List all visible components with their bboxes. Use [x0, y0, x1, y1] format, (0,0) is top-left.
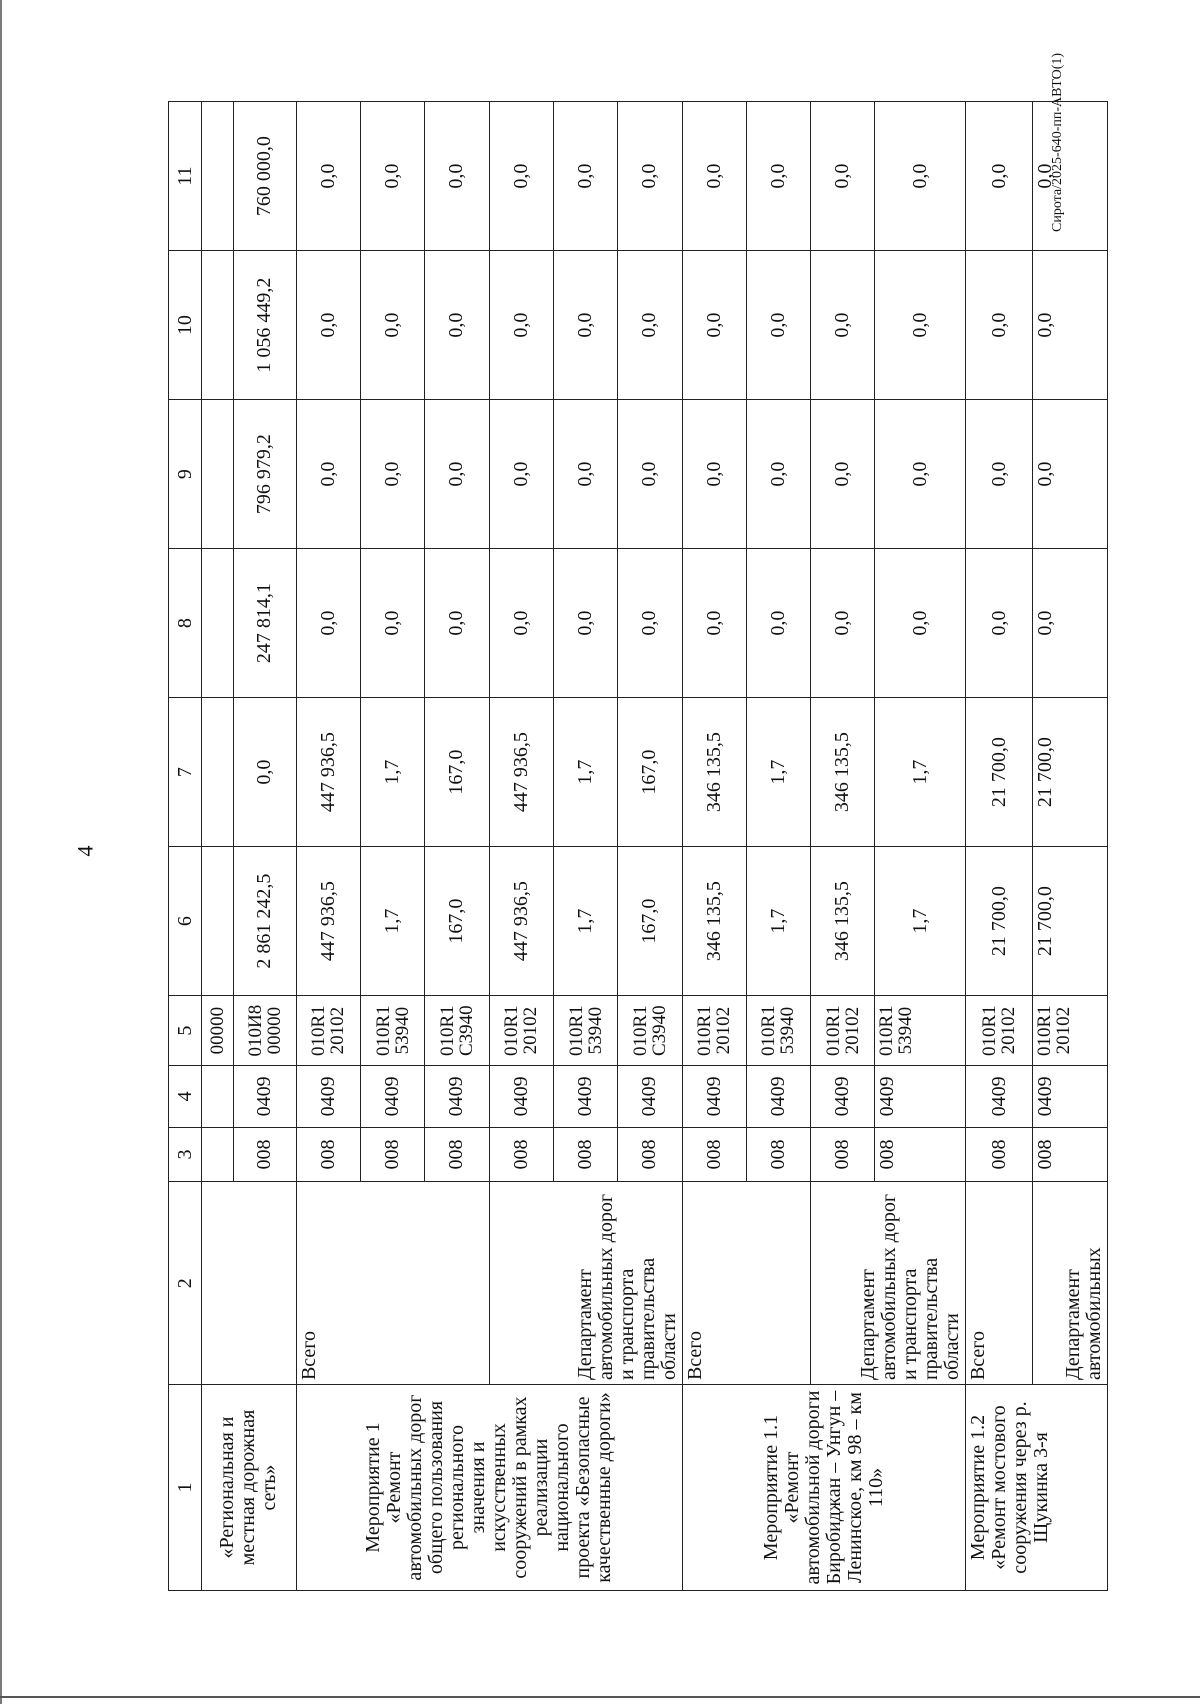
amount-cell: 346 135,5	[811, 698, 875, 847]
amount-cell: 0,0	[489, 549, 553, 698]
measure-name-cell: Мероприятие 1.2 «Ремонт мостового сооружения через р. Щукинка 3-я	[965, 1385, 1107, 1591]
cell	[202, 400, 234, 549]
amount-cell: 1,7	[553, 698, 617, 847]
column-number: 4	[169, 1066, 202, 1127]
amount-cell: 447 936,5	[489, 698, 553, 847]
scan-bottom-edge	[0, 1696, 1200, 1698]
recipient-cell: Всего	[965, 1182, 1033, 1385]
amount-cell: 167,0	[425, 698, 489, 847]
amount-cell: 0,0	[361, 549, 425, 698]
amount-cell: 0,0	[553, 400, 617, 549]
column-number: 11	[169, 102, 202, 251]
amount-cell: 247 814,1	[233, 549, 296, 698]
column-number: 6	[169, 847, 202, 996]
amount-cell: 0,0	[425, 400, 489, 549]
cell: 0409	[875, 1066, 965, 1127]
code-cell: 010R1 20102	[682, 996, 746, 1066]
amount-cell: 2 861 242,5	[233, 847, 296, 996]
recipient-cell: Всего	[682, 1182, 811, 1385]
cell	[202, 1066, 234, 1127]
amount-cell: 167,0	[618, 698, 682, 847]
code-cell: 010R1 20102	[1033, 996, 1108, 1066]
cell: 008	[361, 1127, 425, 1182]
recipient-cell: Департамент автомобильных	[1033, 1182, 1108, 1385]
cell: 008	[489, 1127, 553, 1182]
amount-cell: 0,0	[553, 549, 617, 698]
cell: 008	[746, 1127, 810, 1182]
amount-cell: 1,7	[553, 847, 617, 996]
amount-cell: 167,0	[425, 847, 489, 996]
page-number: 4	[72, 845, 98, 857]
cell: 008	[682, 1127, 746, 1182]
amount-cell: 1,7	[361, 698, 425, 847]
rotated-table-wrapper	[168, 101, 1108, 1591]
amount-cell: 0,0	[296, 400, 360, 549]
column-number: 10	[169, 251, 202, 400]
amount-cell: 0,0	[965, 549, 1033, 698]
amount-cell: 1,7	[361, 847, 425, 996]
cell: 0409	[811, 1066, 875, 1127]
cell: 0409	[1033, 1066, 1108, 1127]
cell: 008	[875, 1127, 965, 1182]
amount-cell: 1 056 449,2	[233, 251, 296, 400]
amount-cell: 0,0	[682, 549, 746, 698]
code-cell: 010R1 53940	[875, 996, 965, 1066]
table-row	[682, 102, 746, 1591]
amount-cell: 346 135,5	[682, 847, 746, 996]
cell	[202, 1182, 297, 1385]
cell: 008	[965, 1127, 1033, 1182]
cell: 0409	[618, 1066, 682, 1127]
amount-cell: 0,0	[489, 102, 553, 251]
amount-cell: 0,0	[746, 400, 810, 549]
amount-cell: 0,0	[811, 400, 875, 549]
amount-cell: 0,0	[811, 549, 875, 698]
amount-cell: 0,0	[425, 549, 489, 698]
amount-cell: 1,7	[746, 847, 810, 996]
cell: 008	[618, 1127, 682, 1182]
amount-cell: 0,0	[811, 102, 875, 251]
amount-cell: 0,0	[618, 251, 682, 400]
amount-cell: 0,0	[1033, 549, 1108, 698]
scan-left-edge	[0, 0, 2, 1704]
cell: 008	[553, 1127, 617, 1182]
table-row	[965, 102, 1033, 1591]
amount-cell: 0,0	[489, 251, 553, 400]
code-cell: 010R1 20102	[965, 996, 1033, 1066]
amount-cell: 21 700,0	[1033, 847, 1108, 996]
amount-cell: 346 135,5	[811, 847, 875, 996]
amount-cell: 0,0	[682, 102, 746, 251]
amount-cell: 0,0	[618, 549, 682, 698]
recipient-cell: Департамент автомобильных дорог и транспорта правительства области	[489, 1182, 682, 1385]
amount-cell: 0,0	[746, 251, 810, 400]
cell: 0409	[965, 1066, 1033, 1127]
table-row	[1033, 102, 1108, 1591]
amount-cell: 0,0	[361, 251, 425, 400]
code-cell: 010R1 53940	[361, 996, 425, 1066]
cell	[202, 251, 234, 400]
amount-cell: 0,0	[811, 251, 875, 400]
cell	[202, 1127, 234, 1182]
cell: 0409	[425, 1066, 489, 1127]
cell: 0409	[233, 1066, 296, 1127]
code-cell: 00000	[202, 996, 234, 1066]
amount-cell: 0,0	[296, 102, 360, 251]
column-number: 9	[169, 400, 202, 549]
table-row	[811, 102, 875, 1591]
amount-cell: 0,0	[553, 251, 617, 400]
cell: 008	[296, 1127, 360, 1182]
cell: 008	[1033, 1127, 1108, 1182]
document-footer-code: Сирота/2025-640-пп-АВТО(1)	[1050, 52, 1065, 232]
cell: 0409	[489, 1066, 553, 1127]
table-row	[202, 102, 234, 1591]
cell: 008	[233, 1127, 296, 1182]
amount-cell: 167,0	[618, 847, 682, 996]
amount-cell: 760 000,0	[233, 102, 296, 251]
amount-cell: 0,0	[618, 400, 682, 549]
amount-cell: 0,0	[875, 102, 965, 251]
amount-cell: 0,0	[965, 400, 1033, 549]
amount-cell: 0,0	[361, 102, 425, 251]
cell: 008	[425, 1127, 489, 1182]
amount-cell: 0,0	[1033, 102, 1108, 251]
amount-cell: 0,0	[1033, 251, 1108, 400]
measure-name-cell: Мероприятие 1 «Ремонт автомобильных дорог общего пользования регионального значения и искусственных сооружений в рамках реализации национального проекта «Безопасные качественные дороги»	[296, 1385, 682, 1591]
amount-cell: 346 135,5	[682, 698, 746, 847]
item-name-cell: «Региональная и местная дорожная сеть»	[202, 1385, 297, 1591]
cell: 0409	[746, 1066, 810, 1127]
cell	[202, 847, 234, 996]
amount-cell: 796 979,2	[233, 400, 296, 549]
amount-cell: 0,0	[425, 251, 489, 400]
code-cell: 010R1 С3940	[618, 996, 682, 1066]
cell	[202, 102, 234, 251]
code-cell: 010R1 20102	[296, 996, 360, 1066]
amount-cell: 0,0	[746, 102, 810, 251]
cell: 008	[811, 1127, 875, 1182]
column-number: 2	[169, 1182, 202, 1385]
amount-cell: 0,0	[682, 400, 746, 549]
amount-cell: 0,0	[618, 102, 682, 251]
code-cell: 010R1 20102	[489, 996, 553, 1066]
amount-cell: 0,0	[553, 102, 617, 251]
cell	[202, 698, 234, 847]
amount-cell: 0,0	[746, 549, 810, 698]
table-row	[296, 102, 360, 1591]
code-cell: 010И8 00000	[233, 996, 296, 1066]
amount-cell: 0,0	[875, 549, 965, 698]
amount-cell: 21 700,0	[1033, 698, 1108, 847]
amount-cell: 0,0	[296, 251, 360, 400]
amount-cell: 0,0	[296, 549, 360, 698]
table-row	[489, 102, 553, 1591]
amount-cell: 0,0	[682, 251, 746, 400]
column-number: 7	[169, 698, 202, 847]
code-cell: 010R1 53940	[746, 996, 810, 1066]
column-number: 1	[169, 1385, 202, 1591]
column-number: 3	[169, 1127, 202, 1182]
amount-cell: 0,0	[1033, 400, 1108, 549]
amount-cell: 1,7	[875, 698, 965, 847]
amount-cell: 0,0	[965, 102, 1033, 251]
column-number: 5	[169, 996, 202, 1066]
amount-cell: 447 936,5	[296, 698, 360, 847]
amount-cell: 447 936,5	[296, 847, 360, 996]
code-cell: 010R1 С3940	[425, 996, 489, 1066]
cell: 0409	[553, 1066, 617, 1127]
budget-table	[168, 101, 1108, 1591]
cell: 0409	[361, 1066, 425, 1127]
amount-cell: 0,0	[233, 698, 296, 847]
column-number-row	[169, 102, 202, 1591]
code-cell: 010R1 20102	[811, 996, 875, 1066]
amount-cell: 0,0	[489, 400, 553, 549]
code-cell: 010R1 53940	[553, 996, 617, 1066]
amount-cell: 1,7	[875, 847, 965, 996]
amount-cell: 21 700,0	[965, 847, 1033, 996]
cell: 0409	[296, 1066, 360, 1127]
cell	[202, 549, 234, 698]
amount-cell: 0,0	[425, 102, 489, 251]
measure-name-cell: Мероприятие 1.1 «Ремонт автомобильной дороги Биробиджан – Унгун – Ленинское, км 98 – км 110»	[682, 1385, 965, 1591]
cell: 0409	[682, 1066, 746, 1127]
amount-cell: 0,0	[875, 251, 965, 400]
amount-cell: 447 936,5	[489, 847, 553, 996]
recipient-cell: Всего	[296, 1182, 489, 1385]
amount-cell: 0,0	[875, 400, 965, 549]
column-number: 8	[169, 549, 202, 698]
amount-cell: 1,7	[746, 698, 810, 847]
amount-cell: 0,0	[361, 400, 425, 549]
recipient-cell: Департамент автомобильных дорог и транспорта правительства области	[811, 1182, 966, 1385]
amount-cell: 21 700,0	[965, 698, 1033, 847]
amount-cell: 0,0	[965, 251, 1033, 400]
